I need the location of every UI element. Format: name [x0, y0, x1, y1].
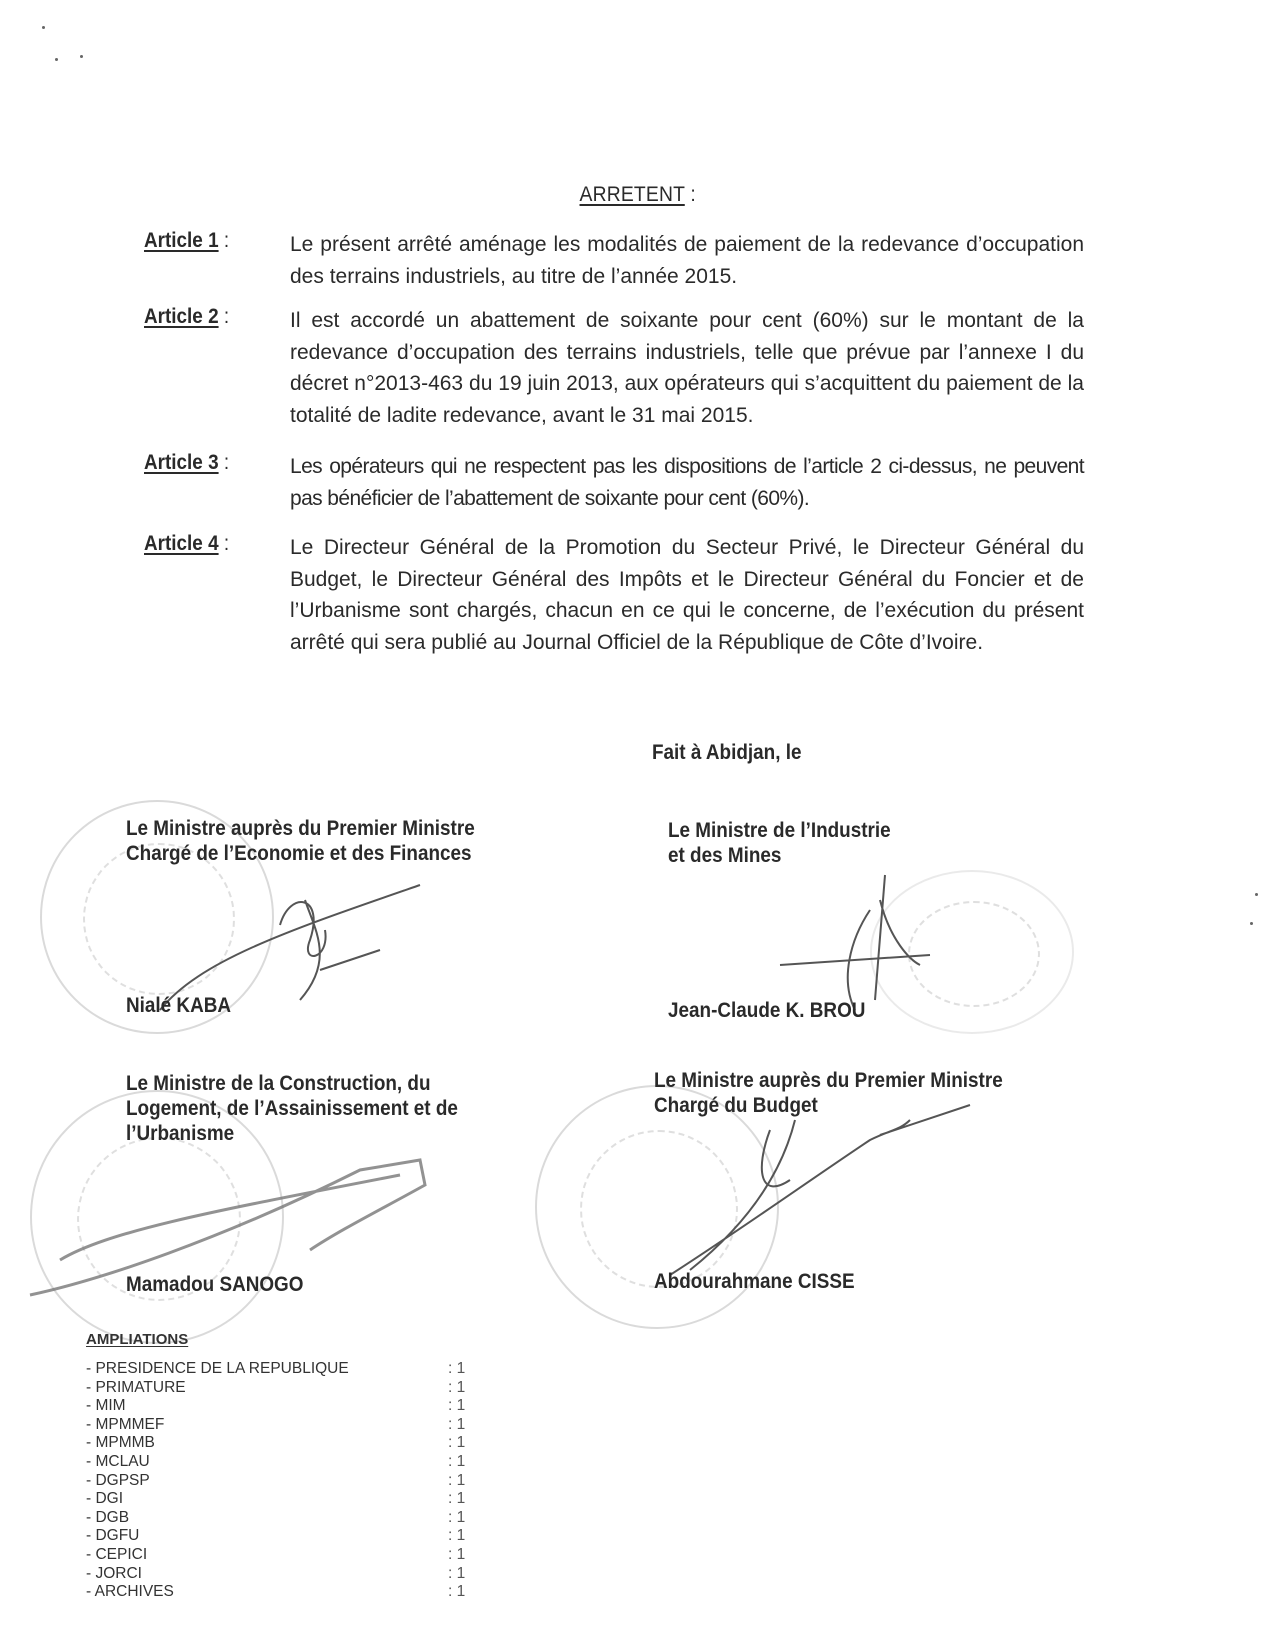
- official-stamp: [870, 870, 1074, 1034]
- scan-speck: [42, 26, 45, 29]
- article-label: Article 1 :: [144, 229, 230, 252]
- ampliation-count: : 1: [448, 1378, 466, 1396]
- signature-4: [640, 1100, 980, 1280]
- title-line: Le Ministre auprès du Premier Ministre: [654, 1069, 1003, 1092]
- title-line: et des Mines: [668, 844, 782, 867]
- signatory-1-name: Nialé KABA: [126, 994, 232, 1017]
- ampliation-count: : 1: [448, 1564, 466, 1582]
- ampliation-count: : 1: [448, 1527, 466, 1545]
- ampliation-count: : 1: [448, 1583, 466, 1601]
- heading-text: ARRETENT: [579, 183, 685, 206]
- article-label: Article 4 :: [144, 532, 230, 555]
- title-line: Chargé de l’Economie et des Finances: [126, 842, 472, 865]
- ampliation-item: [86, 1379, 476, 1398]
- heading-colon: :: [684, 183, 696, 206]
- title-line: l’Urbanisme: [126, 1122, 235, 1145]
- title-line: Chargé du Budget: [654, 1094, 818, 1117]
- ampliations-list: [86, 1360, 476, 1602]
- ampliation-item: [86, 1509, 476, 1528]
- ampliation-count: : 1: [448, 1545, 466, 1563]
- ampliation-count: : 1: [448, 1360, 466, 1377]
- ampliation-item: [86, 1527, 476, 1546]
- signatory-3-title: [126, 1071, 458, 1146]
- title-line: Le Ministre de l’Industrie: [668, 819, 891, 842]
- ampliation-item: [86, 1416, 476, 1435]
- signatory-2-name: Jean-Claude K. BROU: [668, 999, 866, 1022]
- signatory-2-title: [668, 818, 891, 868]
- article-text: Il est accordé un abattement de soixante pour cent (60%) sur le montant de la redevance d’occupation des terrains industriels, telle que prévue par l’annexe I du décret n°2013-463 du 19 juin 2013, aux opérateurs qui s’acquittent du paiement de la totalité de ladite redevance, avant le 31 mai 2015.: [290, 309, 1084, 427]
- ampliation-recipient: - DGFU: [86, 1527, 140, 1545]
- ampliation-recipient: - DGPSP: [86, 1471, 150, 1489]
- scan-speck: [80, 55, 83, 58]
- ampliation-count: : 1: [448, 1471, 466, 1489]
- ampliation-recipient: - DGI: [86, 1490, 124, 1508]
- ampliation-recipient: - DGB: [86, 1508, 130, 1526]
- ampliation-item: [86, 1565, 476, 1584]
- scan-speck: [55, 58, 58, 61]
- ampliation-item: [86, 1490, 476, 1509]
- article-number: Article 3: [144, 451, 219, 474]
- article-text: Le présent arrêté aménage les modalités de paiement de la redevance d’occupation des terrains industriels, au titre de l’année 2015.: [290, 233, 1084, 288]
- ampliation-recipient: - PRESIDENCE DE LA REPUBLIQUE: [86, 1360, 349, 1377]
- signatory-4-title: [654, 1068, 1003, 1118]
- signatory-1-title: [126, 816, 475, 866]
- ampliation-recipient: - MPMMB: [86, 1434, 155, 1452]
- ampliation-item: [86, 1397, 476, 1416]
- article-label: Article 2 :: [144, 305, 230, 328]
- article-text: Les opérateurs qui ne respectent pas les dispositions de l’article 2 ci-dessus, ne peuvent pas bénéficier de l’abattement de soixante pour cent (60%).: [290, 455, 1084, 510]
- ampliation-recipient: - MCLAU: [86, 1452, 150, 1470]
- ampliation-count: : 1: [448, 1415, 466, 1433]
- article-number: Article 1: [144, 229, 219, 252]
- signatory-4-name: Abdourahmane CISSE: [654, 1270, 855, 1293]
- ampliation-recipient: - ARCHIVES: [86, 1583, 174, 1601]
- article-number: Article 4: [144, 532, 219, 555]
- ampliation-recipient: - CEPICI: [86, 1545, 148, 1563]
- decree-heading: [51, 183, 1224, 207]
- ampliation-item: [86, 1583, 476, 1602]
- ampliation-item: [86, 1360, 476, 1379]
- ampliation-count: : 1: [448, 1434, 466, 1452]
- ampliation-recipient: - MIM: [86, 1397, 126, 1415]
- title-line: Le Ministre de la Construction, du: [126, 1072, 431, 1095]
- title-line: Le Ministre auprès du Premier Ministre: [126, 817, 475, 840]
- ampliation-item: [86, 1453, 476, 1472]
- ampliation-recipient: - PRIMATURE: [86, 1378, 186, 1396]
- ampliation-count: : 1: [448, 1508, 466, 1526]
- ampliation-item: [86, 1434, 476, 1453]
- article-label: Article 3 :: [144, 451, 230, 474]
- ampliations-title: AMPLIATIONS: [86, 1331, 189, 1348]
- article-text: Le Directeur Général de la Promotion du Secteur Privé, le Directeur Général du Budget, le Directeur Général des Impôts et le Directeur Général du Foncier et de l’Urbanisme sont chargés, chacun en ce qui le concerne, de l’exécution du présent arrêté qui sera publié au Journal Officiel de la République de Côte d’Ivoire.: [290, 536, 1084, 654]
- place-date: Fait à Abidjan, le: [652, 741, 802, 764]
- ampliation-count: : 1: [448, 1397, 466, 1415]
- article-number: Article 2: [144, 305, 219, 328]
- scan-speck: [1250, 922, 1253, 925]
- ampliation-recipient: - MPMMEF: [86, 1415, 165, 1433]
- ampliation-item: [86, 1546, 476, 1565]
- scan-speck: [1255, 893, 1258, 896]
- signatory-3-name: Mamadou SANOGO: [126, 1273, 304, 1296]
- ampliation-item: [86, 1472, 476, 1491]
- ampliation-count: : 1: [448, 1490, 466, 1508]
- ampliation-recipient: - JORCI: [86, 1564, 142, 1582]
- ampliation-count: : 1: [448, 1452, 466, 1470]
- title-line: Logement, de l’Assainissement et de: [126, 1097, 458, 1120]
